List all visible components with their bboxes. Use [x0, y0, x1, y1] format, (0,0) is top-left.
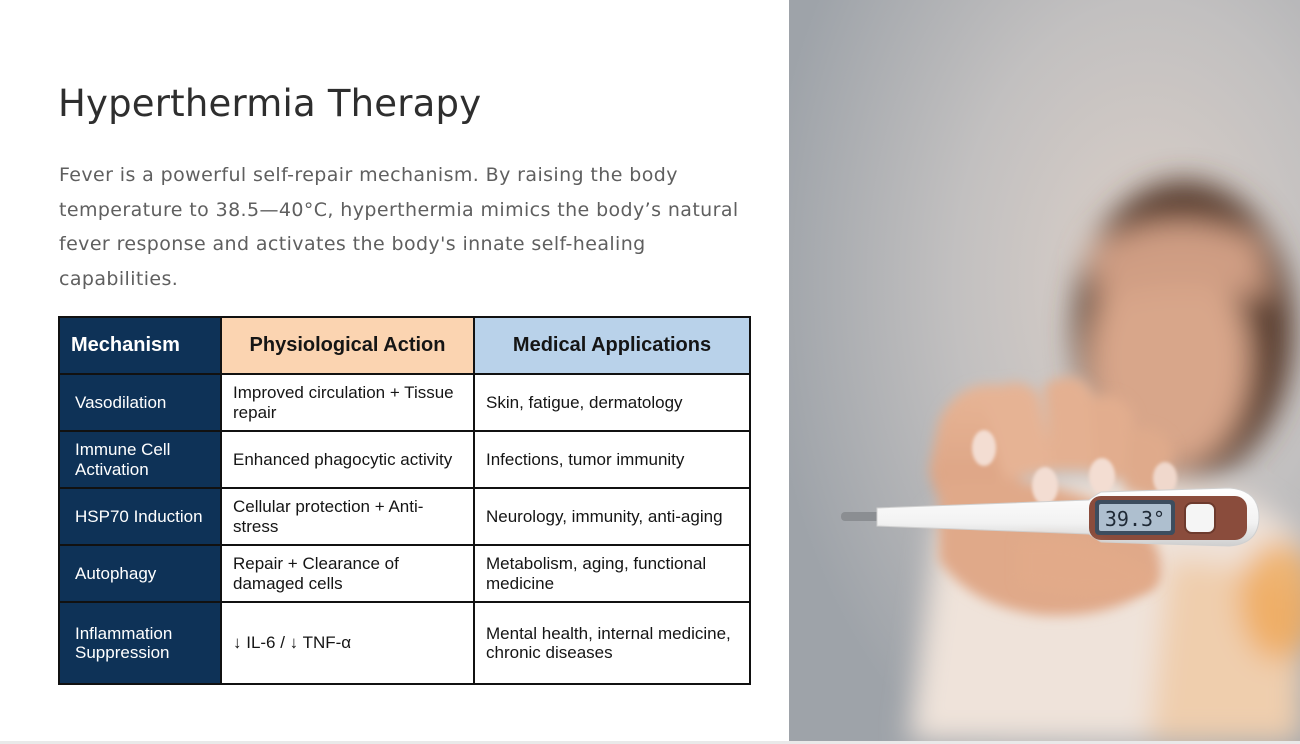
header-medical-applications: Medical Applications [474, 317, 750, 374]
mechanism-cell: Immune Cell Activation [59, 431, 221, 488]
action-cell: Improved circulation + Tissue repair [221, 374, 474, 431]
table-header-row [59, 317, 750, 374]
table-row [59, 488, 750, 545]
thermometer-photo [789, 0, 1300, 741]
header-mechanism: Mechanism [59, 317, 221, 374]
applications-cell: Mental health, internal medicine, chronic diseases [474, 602, 750, 684]
table-row [59, 431, 750, 488]
mechanism-cell: Inflammation Suppression [59, 602, 221, 684]
thermometer-reading: 39.3° [1104, 507, 1166, 531]
mechanism-cell: Vasodilation [59, 374, 221, 431]
action-cell: Repair + Clearance of damaged cells [221, 545, 474, 602]
applications-cell: Skin, fatigue, dermatology [474, 374, 750, 431]
applications-cell: Infections, tumor immunity [474, 431, 750, 488]
photo-illustration [789, 0, 1300, 741]
applications-cell: Metabolism, aging, functional medicine [474, 545, 750, 602]
table-row [59, 545, 750, 602]
page-title: Hyperthermia Therapy [58, 82, 482, 125]
mechanism-cell: Autophagy [59, 545, 221, 602]
applications-cell: Neurology, immunity, anti-aging [474, 488, 750, 545]
mechanism-cell: HSP70 Induction [59, 488, 221, 545]
action-cell: Enhanced phagocytic activity [221, 431, 474, 488]
intro-paragraph: Fever is a powerful self-repair mechanism. By raising the body temperature to 38.5—40°C, hyperthermia mimics the body’s natural fever response and activates the body's innate self-healing capabilities. [59, 164, 739, 290]
action-cell: Cellular protection + Anti-stress [221, 488, 474, 545]
mechanism-table [58, 316, 751, 685]
header-physiological-action: Physiological Action [221, 317, 474, 374]
action-cell: ↓ IL-6 / ↓ TNF-α [221, 602, 474, 684]
table-row [59, 374, 750, 431]
table-row [59, 602, 750, 684]
